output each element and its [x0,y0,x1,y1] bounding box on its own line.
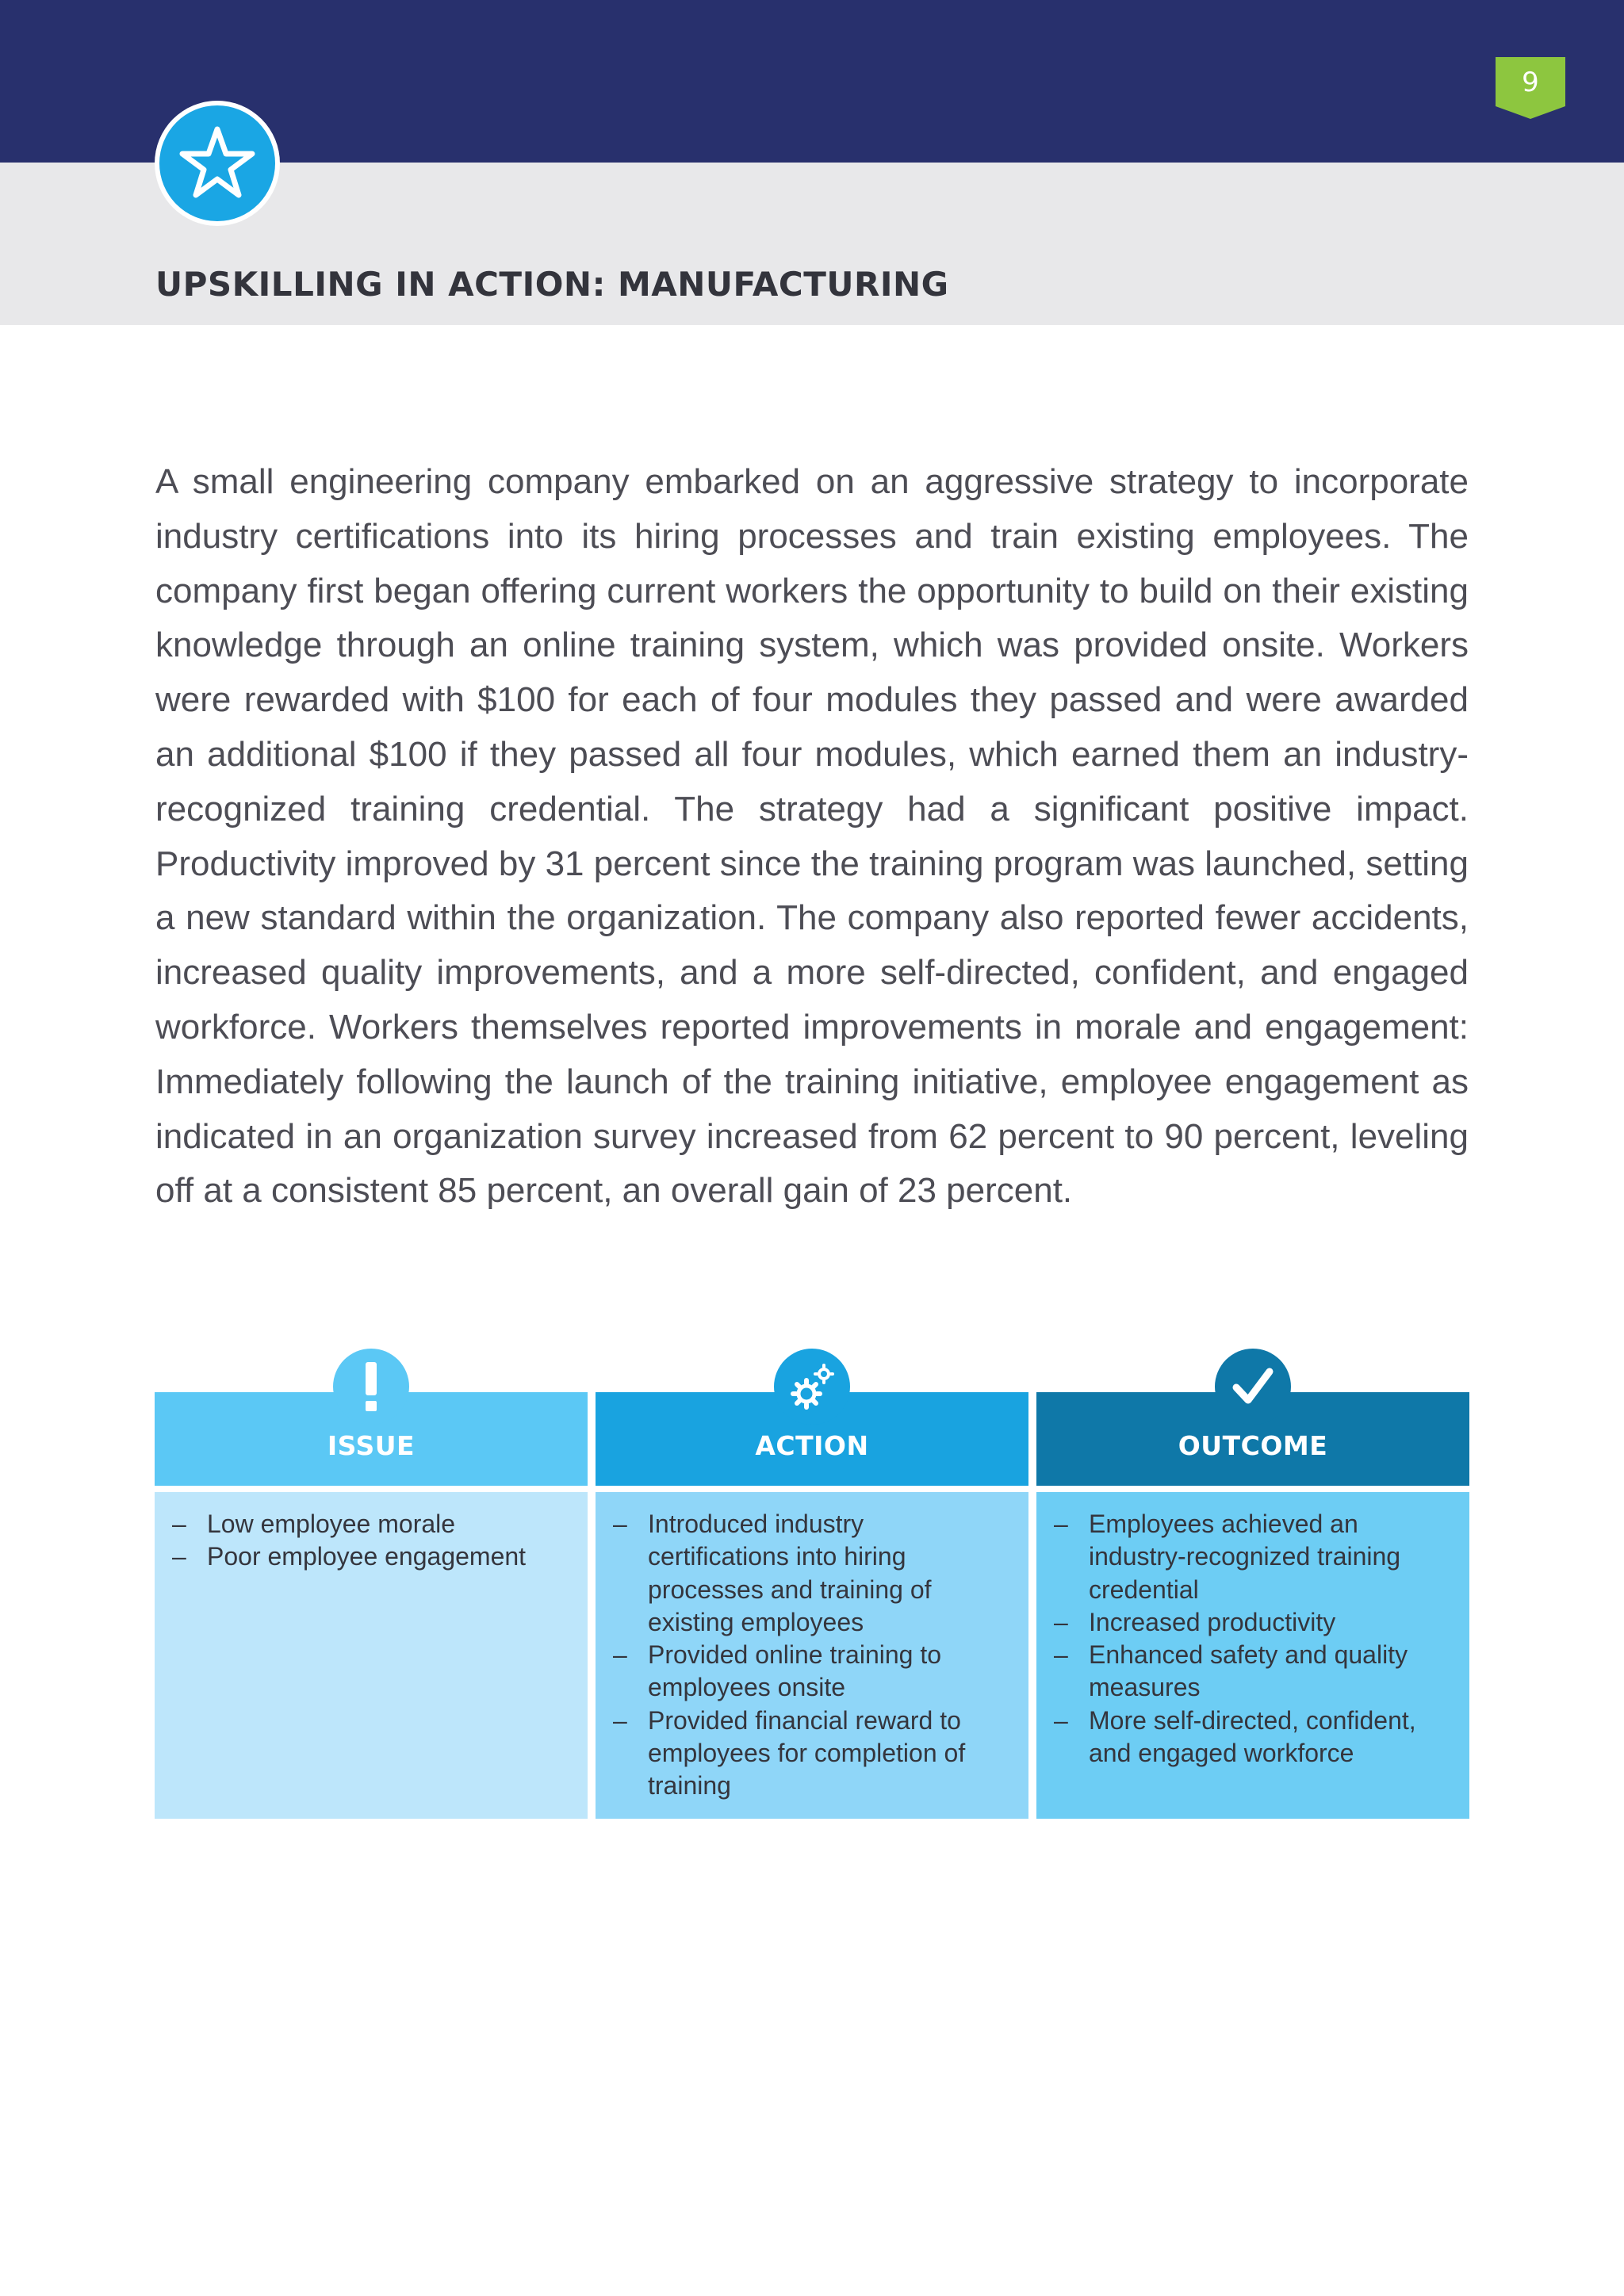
page-number: 9 [1522,67,1539,98]
list-item: – Low employee morale [172,1508,569,1540]
list-item: – Provided online training to employees onsite [613,1639,1009,1705]
issue-header: ISSUE [155,1392,588,1486]
outcome-body [1036,1492,1469,1819]
issue-action-outcome-table [155,1348,1469,1819]
gears-icon [773,1348,851,1425]
issue-body [155,1492,588,1819]
action-header: ACTION [596,1392,1028,1486]
exclamation-icon [332,1348,410,1425]
section-title: UPSKILLING IN ACTION: MANUFACTURING [155,265,949,304]
outcome-header: OUTCOME [1036,1392,1469,1486]
issue-list [172,1508,569,1574]
star-icon [153,99,282,228]
action-body [596,1492,1028,1819]
list-item: – More self-directed, confident, and engaged workforce [1054,1705,1450,1770]
outcome-list [1054,1508,1450,1770]
action-list [613,1508,1009,1803]
issue-column [155,1348,588,1819]
checkmark-icon [1214,1348,1292,1425]
action-column [596,1348,1028,1819]
case-study-paragraph: A small engineering company embarked on an aggressive strategy to incorporate industry certifications into its hiring processes and train existing employees. The company first began offering current workers the opportunity to build on their existing knowledge through an online training system, which was provided onsite. Workers were rewarded with $100 for each of four modules they passed and were awarded an additional $100 if they passed all four modules, which earned them an industry-recognized training credential. The strategy had a significant positive impact. Productivity improved by 31 percent since the training program was launched, setting a new standard within the organization. The company also reported fewer accidents, increased quality improvements, and a more self-directed, confident, and engaged workforce. Workers themselves reported improvements in morale and engagement: Immediately following the launch of the training initiative, employee engagement as indicated in an organization survey increased from 62 percent to 90 percent, leveling off at a consistent 85 percent, an overall gain of 23 percent. [155,462,1469,1211]
list-item: – Employees achieved an industry-recognized training credential [1054,1508,1450,1606]
list-item: – Enhanced safety and quality measures [1054,1639,1450,1705]
list-item: – Increased productivity [1054,1606,1450,1639]
list-item: – Provided financial reward to employees for completion of training [613,1705,1009,1803]
list-item: – Introduced industry certifications into hiring processes and training of existing employees [613,1508,1009,1639]
list-item: – Poor employee engagement [172,1540,569,1573]
page-number-badge [1496,57,1565,119]
outcome-column [1036,1348,1469,1819]
